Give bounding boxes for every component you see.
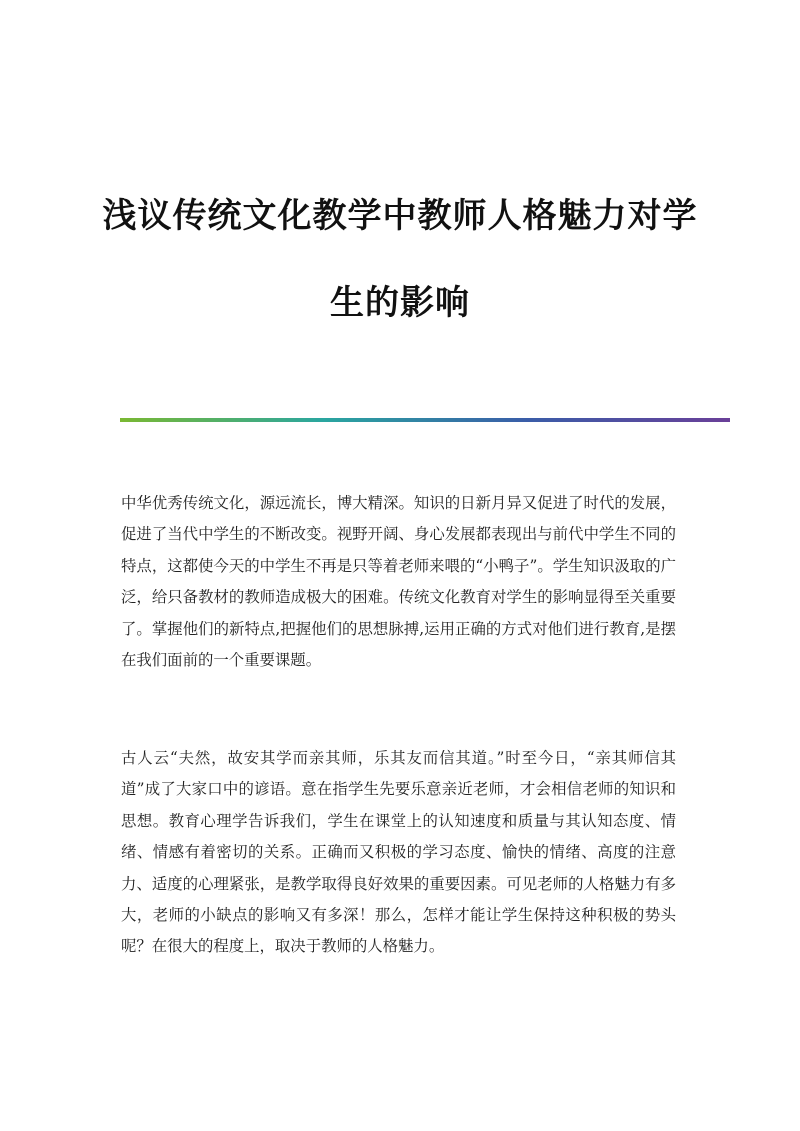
title-line-1: 浅议传统文化教学中教师人格魅力对学 <box>102 196 698 236</box>
paragraph-1: 中华优秀传统文化，源远流长，博大精深。知识的日新月异又促进了时代的发展，促进了当代中学生的不断改变。视野开阔、身心发展都表现出与前代中学生不同的特点，这都使今天的中学生不再是只等着老师来喂的“小鸭子”。学生知识汲取的广泛，给只备教材的教师造成极大的困难。传统文化教育对学生的影响显得至关重要了。掌握他们的新特点,把握他们的思想脉搏,运用正确的方式对他们进行教育,是摆在我们面前的一个重要课题。 <box>121 494 676 670</box>
gradient-divider <box>120 418 730 422</box>
paragraph-2: 古人云“夫然，故安其学而亲其师，乐其友而信其道。”时至今日，“亲其师信其道”成了大家口中的谚语。意在指学生先要乐意亲近老师，才会相信老师的知识和思想。教育心理学告诉我们，学生在课堂上的认知速度和质量与其认知态度、情绪、情感有着密切的关系。正确而又积极的学习态度、愉快的情绪、高度的注意力、适度的心理紧张，是教学取得良好效果的重要因素。可见老师的人格魅力有多大，老师的小缺点的影响又有多深！那么，怎样才能让学生保持这种积极的势头呢？在很大的程度上，取决于教师的人格魅力。 <box>121 749 676 956</box>
title-line-2: 生的影响 <box>330 283 470 323</box>
